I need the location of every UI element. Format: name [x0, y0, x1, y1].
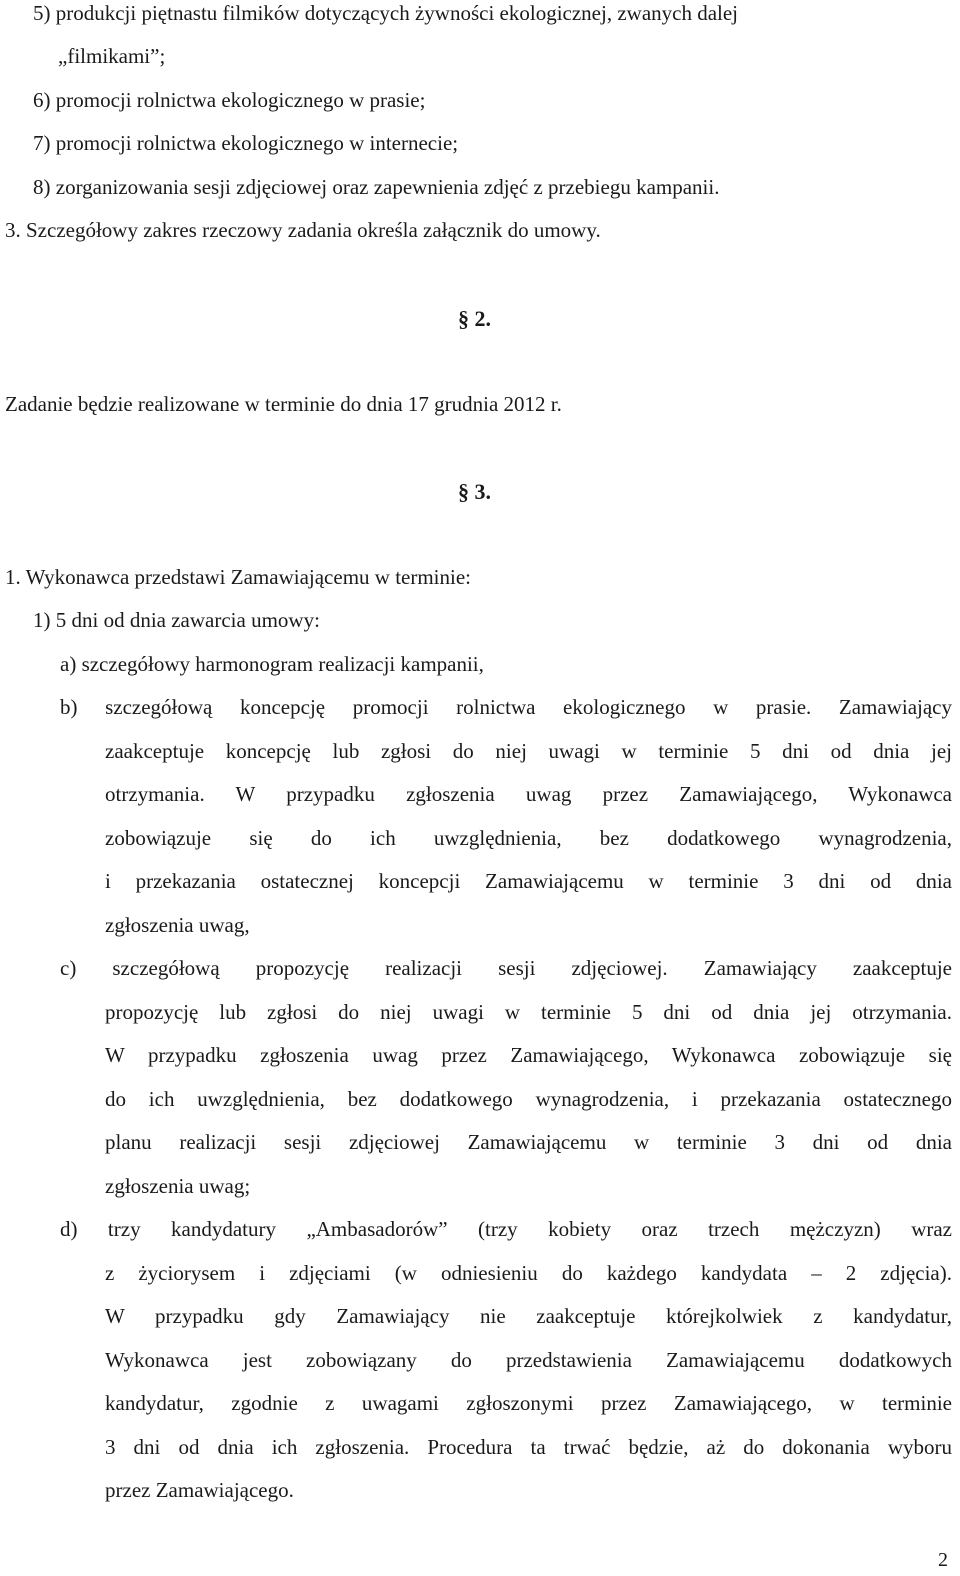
list-item-5: 5) produkcji piętnastu filmików dotyczących żywności ekologicznej, zwanych dalej: [33, 1, 739, 25]
item-c-line: do ich uwzględnienia, bez dodatkowego wynagrodzenia, i przekazania ostatecznego: [105, 1089, 952, 1111]
section-2-text: Zadanie będzie realizowane w terminie do dnia 17 grudnia 2012 r.: [5, 392, 562, 416]
list-item-5-continuation: „filmikami”;: [58, 44, 166, 68]
item-b-line: i przekazania ostatecznej koncepcji Zamawiającemu w terminie 3 dni od dnia: [105, 871, 952, 893]
item-c-line: propozycję lub zgłosi do niej uwagi w terminie 5 dni od dnia jej otrzymania.: [105, 1002, 952, 1024]
item-d-line: Wykonawca jest zobowiązany do przedstawienia Zamawiającemu dodatkowych: [105, 1350, 952, 1372]
item-c-line: W przypadku zgłoszenia uwag przez Zamawiającego, Wykonawca zobowiązuje się: [105, 1045, 952, 1067]
section-heading-2: § 2.: [458, 306, 491, 331]
item-d-line: z życiorysem i zdjęciami (w odniesieniu do każdego kandydata – 2 zdjęcia).: [105, 1263, 952, 1285]
section-heading-3: § 3.: [458, 479, 491, 504]
section-3-point-1: 1. Wykonawca przedstawi Zamawiającemu w terminie:: [5, 565, 471, 589]
item-b-line: otrzymania. W przypadku zgłoszenia uwag przez Zamawiającego, Wykonawca: [105, 784, 952, 806]
list-item-6: 6) promocji rolnictwa ekologicznego w prasie;: [33, 88, 426, 112]
item-d-line: przez Zamawiającego.: [105, 1478, 294, 1502]
item-b-line: zgłoszenia uwag,: [105, 913, 250, 937]
item-d-line: W przypadku gdy Zamawiający nie zaakceptuje którejkolwiek z kandydatur,: [105, 1306, 952, 1328]
item-d-line: 3 dni od dnia ich zgłoszenia. Procedura ta trwać będzie, aż do dokonania wyboru: [105, 1437, 952, 1459]
item-c-line: c) szczegółową propozycję realizacji sesji zdjęciowej. Zamawiający zaakceptuje: [60, 958, 952, 980]
item-c-line: zgłoszenia uwag;: [105, 1174, 251, 1198]
item-b-line: zaakceptuje koncepcję lub zgłosi do niej uwagi w terminie 5 dni od dnia jej: [105, 741, 952, 763]
item-c-line: planu realizacji sesji zdjęciowej Zamawiającemu w terminie 3 dni od dnia: [105, 1132, 952, 1154]
page-number: 2: [938, 1549, 948, 1571]
subpoint-1: 1) 5 dni od dnia zawarcia umowy:: [33, 608, 320, 632]
list-item-7: 7) promocji rolnictwa ekologicznego w internecie;: [33, 131, 459, 155]
paragraph-3: 3. Szczegółowy zakres rzeczowy zadania określa załącznik do umowy.: [5, 218, 601, 242]
item-a: a) szczegółowy harmonogram realizacji kampanii,: [60, 652, 484, 676]
list-item-8: 8) zorganizowania sesji zdjęciowej oraz zapewnienia zdjęć z przebiegu kampanii.: [33, 175, 720, 199]
item-d-line: kandydatur, zgodnie z uwagami zgłoszonymi przez Zamawiającego, w terminie: [105, 1393, 952, 1415]
item-d-line: d) trzy kandydatury „Ambasadorów” (trzy kobiety oraz trzech mężczyzn) wraz: [60, 1219, 952, 1241]
item-b-line: b) szczegółową koncepcję promocji rolnictwa ekologicznego w prasie. Zamawiający: [60, 697, 952, 719]
item-b-line: zobowiązuje się do ich uwzględnienia, bez dodatkowego wynagrodzenia,: [105, 828, 952, 850]
